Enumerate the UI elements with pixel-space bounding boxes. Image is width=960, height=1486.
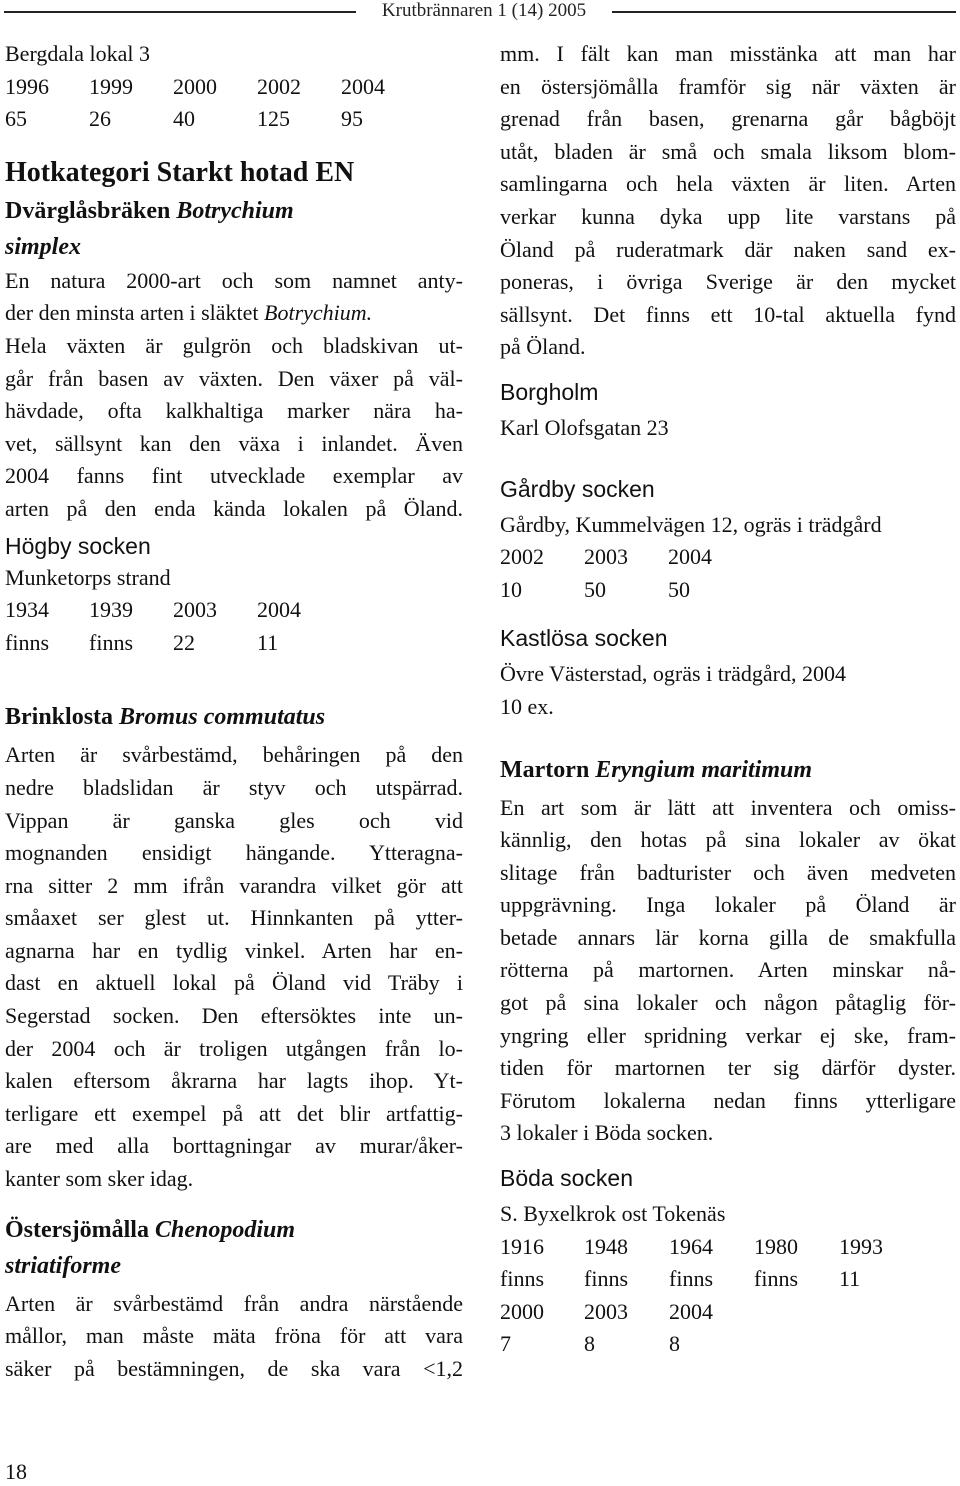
text-line: samlingarna och hela växten är liten. Arten xyxy=(500,171,956,197)
location-place: Gårdby, Kummelvägen 12, ogräs i trädgård xyxy=(500,511,882,537)
text-line: grenad från basen, grenarna går bågböjt xyxy=(500,106,956,132)
species-name: Dvärglåsbräken xyxy=(5,197,171,224)
table-cell: 2000 xyxy=(500,1298,544,1324)
species-name: Martorn xyxy=(500,756,590,783)
text-line: betade annars lär korna gilla de smakfulla xyxy=(500,924,956,950)
location-place: Övre Västerstad, ogräs i trädgård, 2004 xyxy=(500,661,846,687)
left-column xyxy=(5,38,463,1385)
table-cell: 2003 xyxy=(584,544,628,570)
species-heading-martorn xyxy=(500,752,956,788)
table-cell: 2002 xyxy=(257,73,301,99)
species-latin: Bromus commutatus xyxy=(119,704,326,731)
species-name: Östersjömålla xyxy=(5,1216,149,1243)
species-latin: Botrychium xyxy=(176,197,294,224)
table-cell: 8 xyxy=(584,1331,595,1357)
table-cell: 1916 xyxy=(500,1233,544,1259)
table-cell: 2004 xyxy=(257,597,301,623)
table-cell: 1934 xyxy=(5,597,49,623)
location-heading-kastlosa: Kastlösa socken xyxy=(500,625,668,652)
species-heading-ostersjomalla xyxy=(5,1212,463,1284)
table-cell: finns xyxy=(89,629,133,655)
text-line: Segerstad socken. Den eftersöktes inte un- xyxy=(5,1003,463,1029)
bergdala-table xyxy=(5,71,463,136)
text-line: der den minsta arten i släktet Botrychium. xyxy=(5,300,373,326)
text-line: Öland på ruderatmark där naken sand ex- xyxy=(500,236,956,262)
table-cell: 1964 xyxy=(669,1233,713,1259)
text-line: kanter som sker idag. xyxy=(5,1166,194,1192)
text-line: arten på den enda kända lokalen på Öland. xyxy=(5,495,463,521)
boda-table xyxy=(500,1231,956,1296)
table-cell: 2004 xyxy=(669,1298,713,1324)
brinklosta-text xyxy=(5,739,463,1195)
right-column xyxy=(500,38,956,1361)
table-cell: 50 xyxy=(584,576,606,602)
table-cell: 1980 xyxy=(754,1233,798,1259)
text-line: Förutom lokalerna nedan finns ytterligare xyxy=(500,1087,956,1113)
text-line: nedre bladslidan är styv och utspärrad. xyxy=(5,774,463,800)
text-line: på Öland. xyxy=(500,334,586,360)
species-heading-brinklosta xyxy=(5,699,463,735)
table-cell: 11 xyxy=(257,629,279,655)
table-cell: finns xyxy=(5,629,49,655)
table-cell: 22 xyxy=(173,629,195,655)
species-latin: Chenopodium xyxy=(154,1216,296,1243)
table-cell: 65 xyxy=(5,106,27,132)
journal-title: Krutbrännaren 1 (14) 2005 xyxy=(381,0,587,21)
species-latin: Eryngium maritimum xyxy=(595,756,813,783)
table-cell: 2000 xyxy=(173,73,217,99)
table-cell: 1948 xyxy=(584,1233,628,1259)
text-line: mållor, man måste mäta fröna för att vara xyxy=(5,1323,463,1349)
text-line: terligare ett exempel på att det blir artfattig- xyxy=(5,1100,463,1126)
location-place: Munketorps strand xyxy=(5,564,171,590)
text-line: småaxet ser glest ut. Hinnkanten på ytter- xyxy=(5,905,463,931)
text-line: kännlig, den hotas på sina lokaler av ökat xyxy=(500,827,956,853)
table-cell: 2004 xyxy=(668,544,712,570)
table-cell: 125 xyxy=(257,106,290,132)
text-line: 3 lokaler i Böda socken. xyxy=(500,1120,714,1146)
text-line: tiden för martornen ter sig därför dyster. xyxy=(500,1055,956,1081)
text-line: sällsynt. Det finns ett 10-tal aktuella fynd xyxy=(500,301,956,327)
text-line: går från basen av växten. Den växer på väl- xyxy=(5,365,463,391)
text-line: Arten är svårbestämd från andra närstående xyxy=(5,1290,463,1316)
text-line: uppgrävning. Inga lokaler på Öland är xyxy=(500,892,956,918)
text-line: are med alla borttagningar av murar/åker- xyxy=(5,1133,463,1159)
ostersjomalla-text-continued xyxy=(500,38,956,364)
table-cell: 1996 xyxy=(5,73,49,99)
species-latin: striatiforme xyxy=(5,1252,122,1279)
text-line: der 2004 och är troligen utgången från lo- xyxy=(5,1035,463,1061)
text-line: 2004 fanns fint utvecklade exemplar av xyxy=(5,463,463,489)
location-place: Karl Olofsgatan 23 xyxy=(500,414,669,440)
martorn-text xyxy=(500,792,956,1151)
table-cell: 1939 xyxy=(89,597,133,623)
species-heading-dvarglasbraken xyxy=(5,193,463,265)
species-latin: simplex xyxy=(5,233,81,260)
table-cell: 2002 xyxy=(500,544,544,570)
text-line: yngring eller spridning verkar ej ske, fram- xyxy=(500,1022,956,1048)
ostersjomalla-text xyxy=(5,1288,463,1386)
text-line: En art som är lätt att inventera och omiss- xyxy=(500,794,956,820)
table-cell: 40 xyxy=(173,106,195,132)
table-cell: 8 xyxy=(669,1331,680,1357)
gardby-table xyxy=(500,541,956,606)
table-cell: finns xyxy=(669,1266,713,1292)
text-line: poneras, i övriga Sverige är den mycket xyxy=(500,269,956,295)
text-line: agnarna har en tydlig vinkel. Arten har en- xyxy=(5,937,463,963)
text-line: utåt, bladen är små och smala liksom blom- xyxy=(500,138,956,164)
table-cell: 95 xyxy=(341,106,363,132)
header-rule-right xyxy=(612,11,956,13)
text-line: Vippan är ganska gles och vid xyxy=(5,807,463,833)
text-line: säker på bestämningen, de ska vara <1,2 xyxy=(5,1355,463,1381)
location-heading-gardby: Gårdby socken xyxy=(500,475,655,502)
location-heading-boda: Böda socken xyxy=(500,1165,633,1192)
table-cell: 2004 xyxy=(341,73,385,99)
table-cell: 1993 xyxy=(839,1233,883,1259)
boda-table-2 xyxy=(500,1296,956,1361)
table-cell: finns xyxy=(584,1266,628,1292)
text-line: en östersjömålla framför sig när växten är xyxy=(500,73,956,99)
location-heading-hogby: Högby socken xyxy=(5,532,151,559)
text-line: rötterna på martornen. Arten minskar nå- xyxy=(500,957,956,983)
location-heading-borgholm: Borgholm xyxy=(500,378,599,405)
table-cell: 7 xyxy=(500,1331,511,1357)
text-line: En natura 2000-art och som namnet anty- xyxy=(5,267,463,293)
text-line: verkar kunna dyka upp lite varstans på xyxy=(500,203,956,229)
text-line: mm. I fält kan man misstänka att man har xyxy=(500,41,956,66)
page-header xyxy=(0,0,960,24)
category-heading: Hotkategori Starkt hotad EN xyxy=(5,156,355,188)
table-cell: 10 xyxy=(500,576,522,602)
table-cell: finns xyxy=(754,1266,798,1292)
table-cell: finns xyxy=(500,1266,544,1292)
hogby-table xyxy=(5,594,463,659)
text-line: kalen eftersom åkrarna har lagts ihop. Yt- xyxy=(5,1068,463,1094)
text-line: slitage från badturister och även medveten xyxy=(500,859,956,885)
table-cell: 2003 xyxy=(173,597,217,623)
text-line: dast en aktuell lokal på Öland vid Träby i xyxy=(5,970,463,996)
text-line: hävdade, ofta kalkhaltiga marker nära ha- xyxy=(5,398,463,424)
text-line: Arten är svårbestämd, behåringen på den xyxy=(5,742,463,768)
text-line: vet, sällsynt kan den växa i inlandet. Även xyxy=(5,430,463,456)
table-cell: 2003 xyxy=(584,1298,628,1324)
text-line: Hela växten är gulgrön och bladskivan ut- xyxy=(5,332,463,358)
species-name: Brinklosta xyxy=(5,704,114,731)
text-line: rna sitter 2 mm ifrån varandra vilket gör att xyxy=(5,872,463,898)
location-place: S. Byxelkrok ost Tokenäs xyxy=(500,1201,726,1227)
table-cell: 11 xyxy=(839,1266,861,1292)
page-number: 18 xyxy=(5,1459,27,1484)
text-line: mognanden ensidigt hängande. Ytteragna- xyxy=(5,840,463,866)
dvarglasbraken-text xyxy=(5,265,463,526)
bergdala-title: Bergdala lokal 3 xyxy=(5,41,150,66)
header-rule-left xyxy=(4,11,356,13)
table-cell: 26 xyxy=(89,106,111,132)
text-line: got på sina lokaler och någon påtaglig för- xyxy=(500,990,956,1016)
table-cell: 50 xyxy=(668,576,690,602)
location-count: 10 ex. xyxy=(500,693,554,719)
table-cell: 1999 xyxy=(89,73,133,99)
